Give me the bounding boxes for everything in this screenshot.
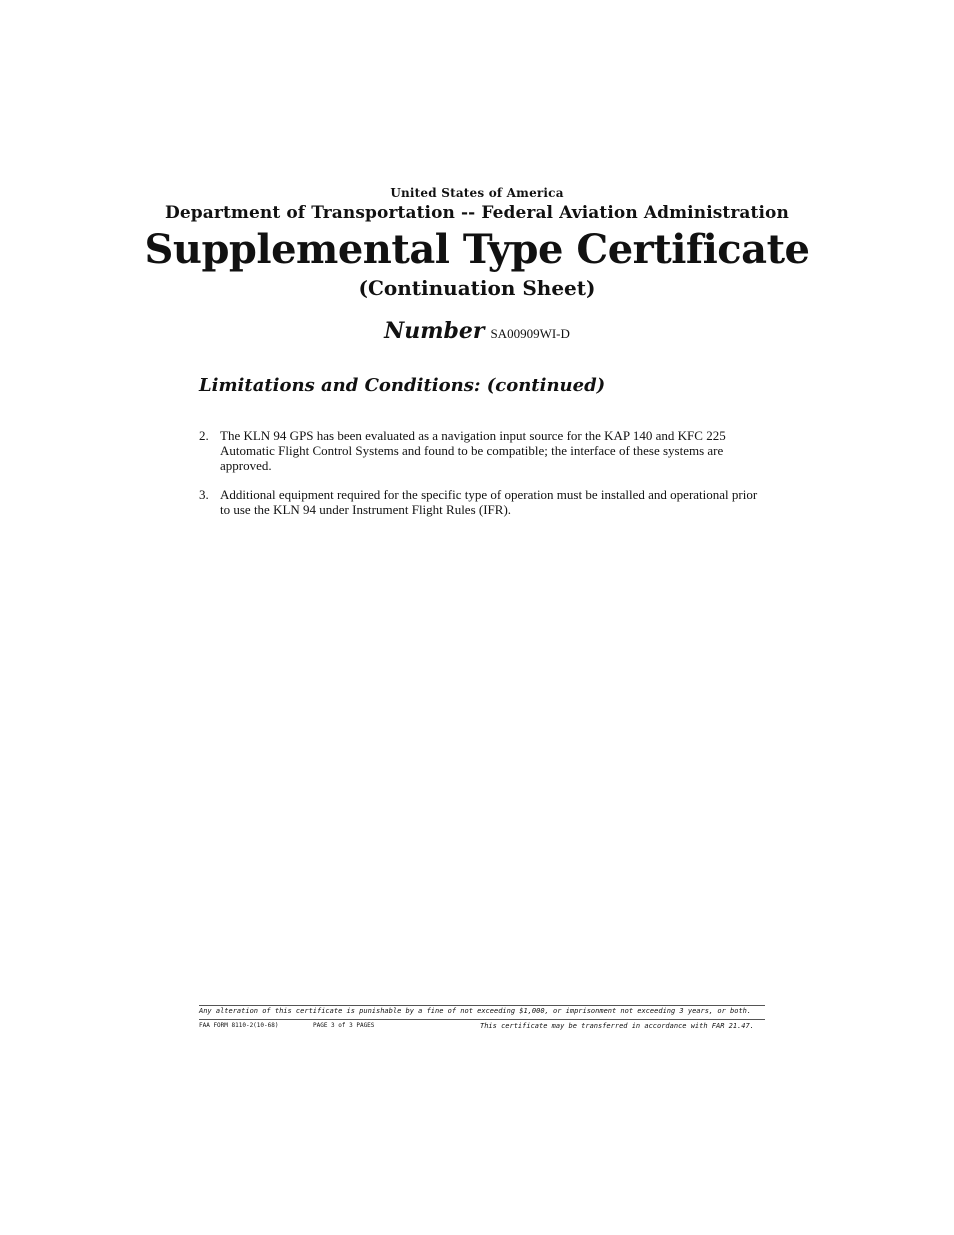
condition-number: 3.	[199, 487, 209, 502]
certificate-title: Supplemental Type Certificate	[144, 226, 810, 273]
conditions-list	[199, 428, 769, 531]
footer-divider-bottom	[199, 1019, 765, 1020]
condition-item	[199, 428, 769, 473]
department-heading: Department of Transportation -- Federal Aviation Administration	[165, 203, 789, 223]
country-heading: United States of America	[390, 186, 564, 200]
condition-number: 2.	[199, 428, 209, 443]
certificate-number-line	[0, 318, 954, 344]
number-label: Number	[384, 318, 485, 344]
certificate-number: SA00909WI-D	[490, 326, 570, 341]
transfer-notice: This certificate may be transferred in accordance with FAR 21.47.	[480, 1022, 754, 1030]
alteration-notice: Any alteration of this certificate is punishable by a fine of not exceeding $1,000, or imprisonment not exceeding 3 years, or both.	[199, 1007, 752, 1015]
form-number: FAA FORM 8110-2(10-68)	[199, 1022, 279, 1029]
condition-text: Additional equipment required for the specific type of operation must be installed and operational prior to use the KLN 94 under Instrument Flight Rules (IFR).	[220, 487, 758, 517]
footer-divider-top	[199, 1005, 765, 1006]
condition-item	[199, 487, 769, 517]
page-count: PAGE 3 of 3 PAGES	[313, 1022, 375, 1029]
limitations-heading: Limitations and Conditions: (continued)	[199, 375, 606, 396]
condition-text: The KLN 94 GPS has been evaluated as a navigation input source for the KAP 140 and KFC 225 Automatic Flight Control Systems and found to be compatible; the interface of these systems are approved.	[220, 428, 726, 473]
certificate-subtitle: (Continuation Sheet)	[358, 276, 596, 300]
